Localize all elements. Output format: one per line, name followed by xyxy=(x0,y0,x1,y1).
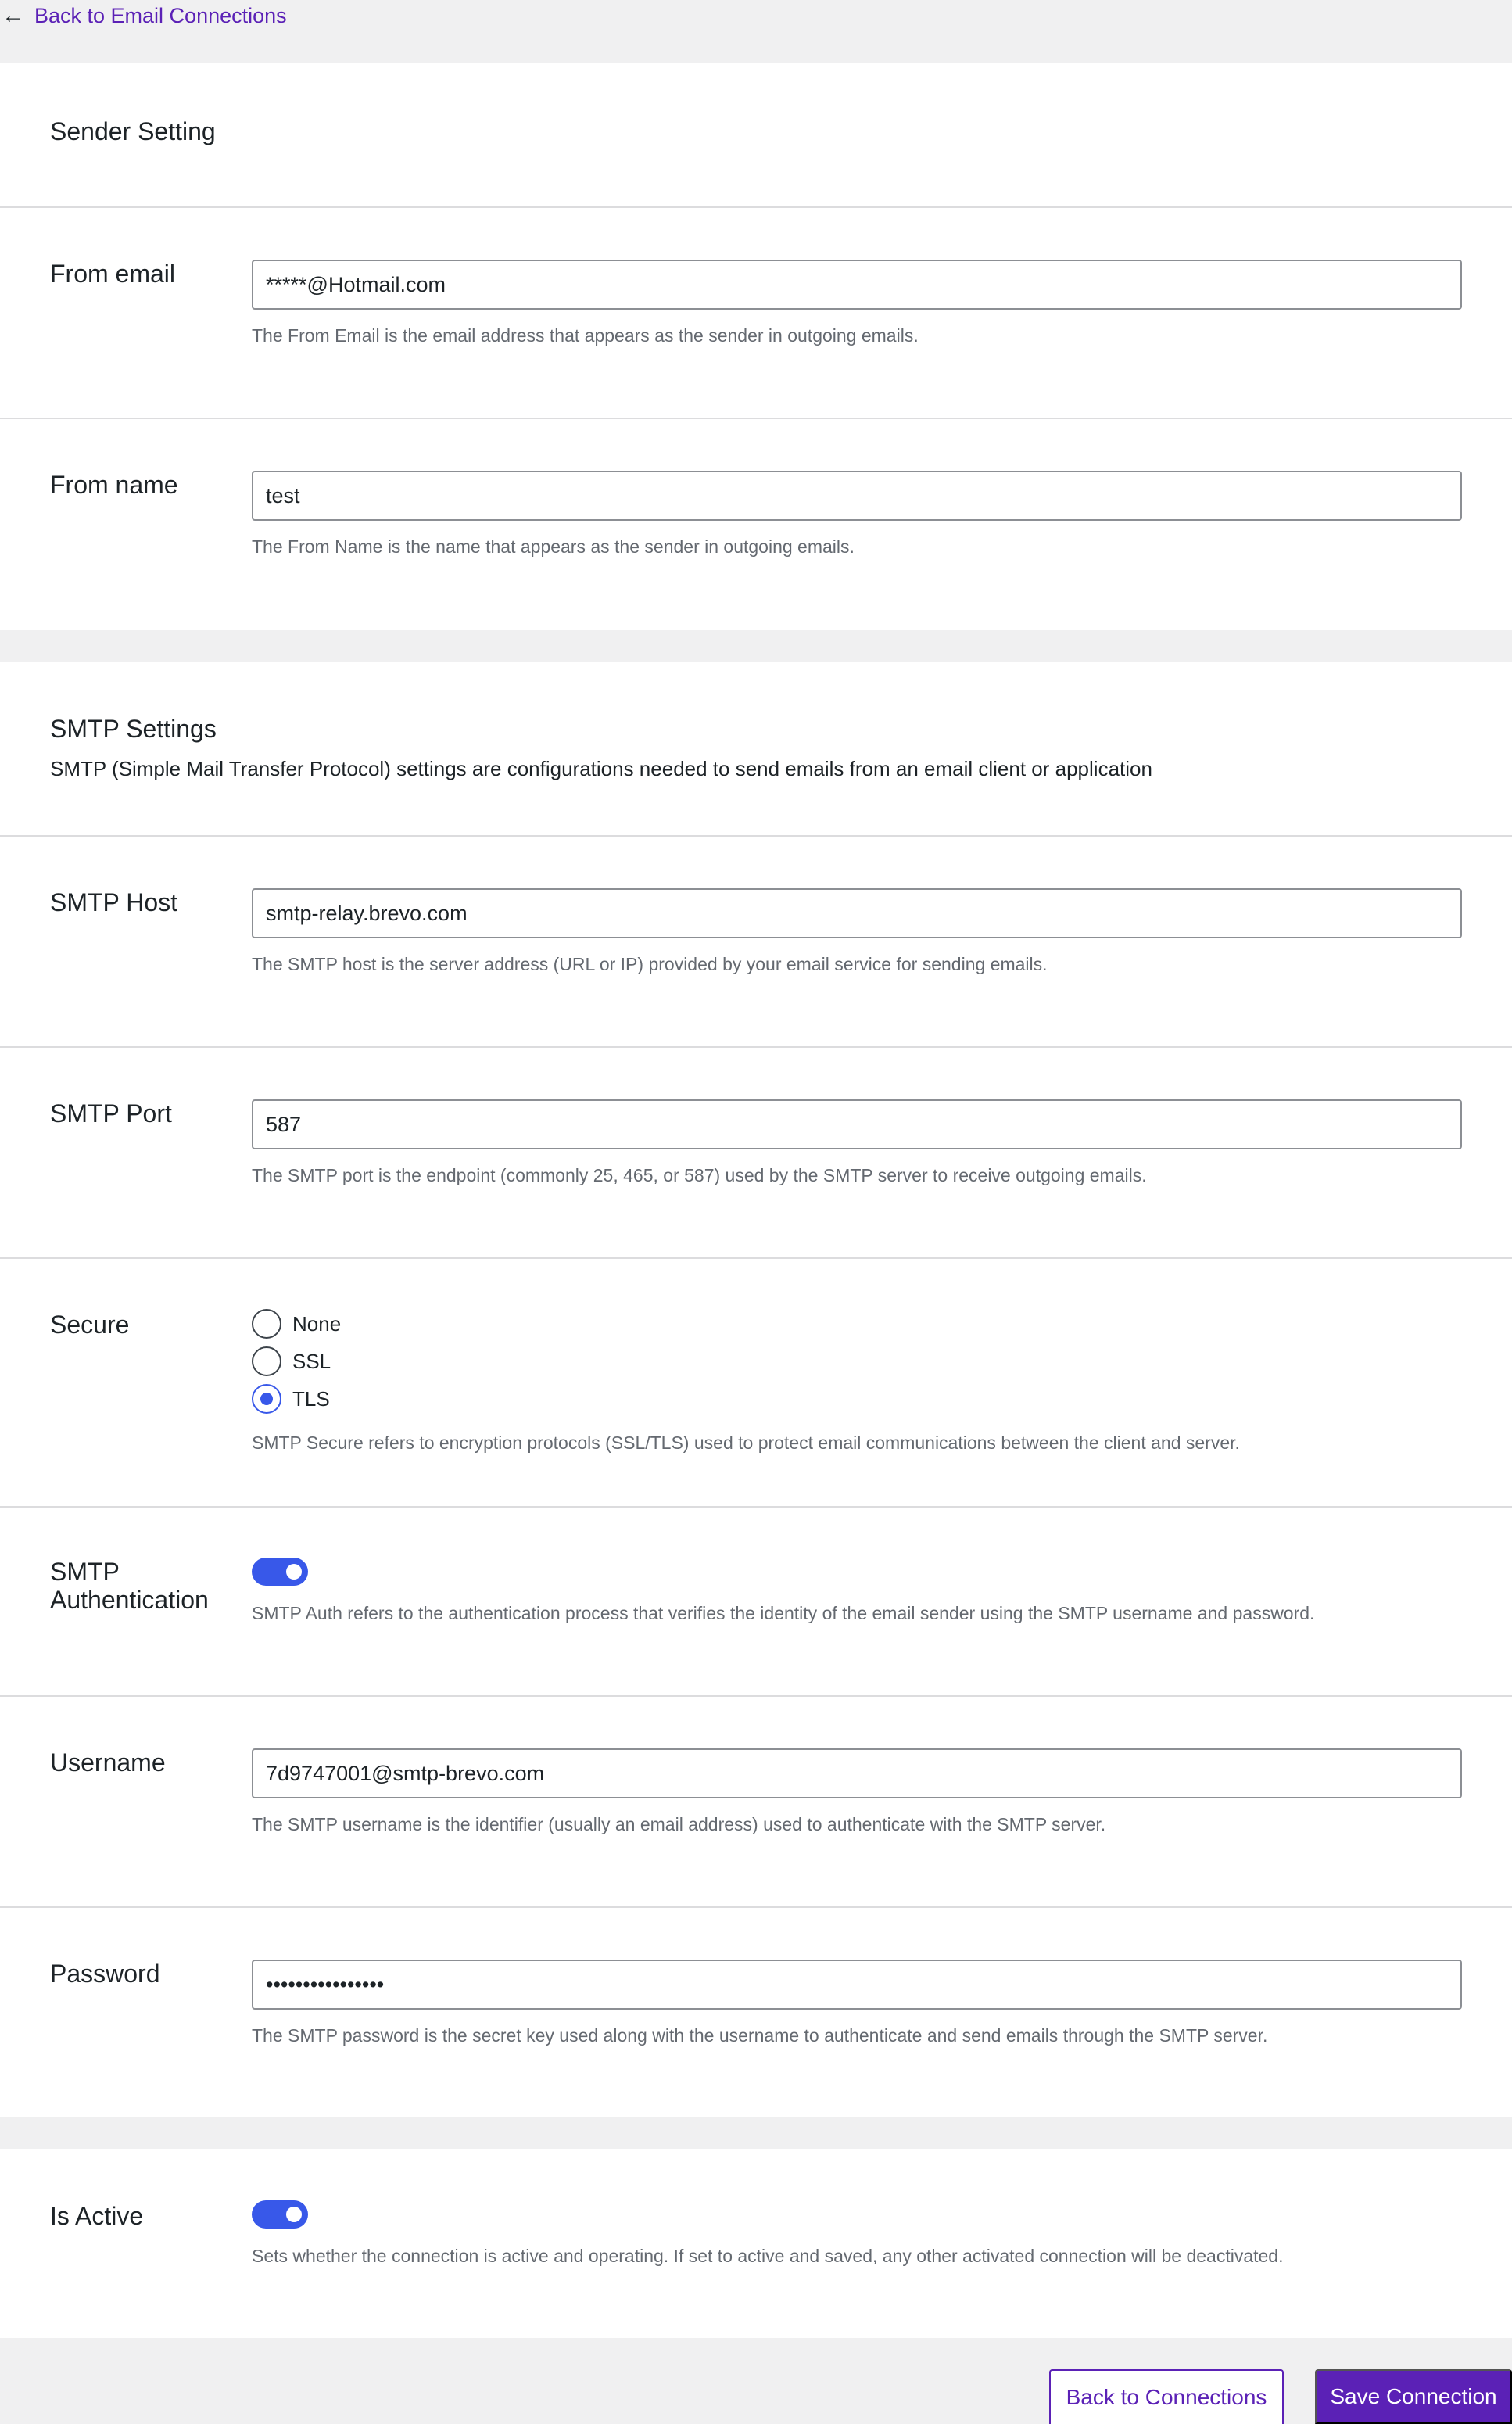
is-active-label: Is Active xyxy=(50,2202,144,2230)
smtp-settings-title: SMTP Settings xyxy=(50,715,217,743)
sender-settings-title: Sender Setting xyxy=(50,117,216,145)
secure-option-ssl[interactable] xyxy=(252,1346,331,1376)
smtp-settings-card xyxy=(0,662,1512,2117)
divider xyxy=(0,1257,1512,1259)
radio-ssl-label: SSL xyxy=(292,1349,331,1373)
divider xyxy=(0,1046,1512,1048)
divider xyxy=(0,1906,1512,1908)
from-email-row xyxy=(0,208,1512,418)
back-link-label: Back to Email Connections xyxy=(34,3,287,27)
smtp-host-label: SMTP Host xyxy=(50,888,177,916)
radio-ssl[interactable] xyxy=(252,1346,281,1376)
secure-option-tls[interactable] xyxy=(252,1384,330,1414)
password-input[interactable] xyxy=(252,1960,1462,2010)
back-to-connections-button[interactable]: Back to Connections xyxy=(1049,2369,1284,2424)
username-help: The SMTP username is the identifier (usually an email address) used to authenticate with the SMTP server. xyxy=(252,1814,1106,1834)
username-input[interactable] xyxy=(252,1748,1462,1798)
sender-settings-card xyxy=(0,63,1512,630)
smtp-settings-description: SMTP (Simple Mail Transfer Protocol) settings are configurations needed to send emails from an email client or application xyxy=(50,757,1152,780)
smtp-auth-toggle[interactable] xyxy=(252,1558,308,1586)
password-help: The SMTP password is the secret key used along with the username to authenticate and send emails through the SMTP server. xyxy=(252,2025,1268,2046)
radio-tls-label: TLS xyxy=(292,1386,330,1411)
save-connection-button[interactable]: Save Connection xyxy=(1315,2369,1512,2424)
smtp-port-label: SMTP Port xyxy=(50,1099,172,1128)
smtp-host-input[interactable] xyxy=(252,888,1462,938)
smtp-auth-label-line1: SMTP xyxy=(50,1558,120,1586)
smtp-auth-help: SMTP Auth refers to the authentication process that verifies the identity of the email sender using the SMTP username and password. xyxy=(252,1603,1315,1623)
arrow-left-icon: ← xyxy=(2,2,25,28)
radio-none[interactable] xyxy=(252,1309,281,1339)
radio-none-label: None xyxy=(292,1311,342,1336)
divider xyxy=(0,418,1512,419)
is-active-help: Sets whether the connection is active and operating. If set to active and saved, any other activated connection will be deactivated. xyxy=(252,2246,1284,2266)
from-email-help: The From Email is the email address that appears as the sender in outgoing emails. xyxy=(252,325,919,346)
from-email-label-text: From email xyxy=(50,260,176,288)
smtp-port-input[interactable] xyxy=(252,1099,1462,1149)
secure-option-none[interactable] xyxy=(252,1309,341,1339)
from-name-help: The From Name is the name that appears as the sender in outgoing emails. xyxy=(252,536,855,557)
from-name-input[interactable] xyxy=(252,471,1462,521)
is-active-toggle[interactable] xyxy=(252,2200,308,2229)
secure-label: Secure xyxy=(50,1311,130,1339)
radio-tls[interactable] xyxy=(252,1384,281,1414)
from-email-input[interactable] xyxy=(252,260,1462,310)
secure-help: SMTP Secure refers to encryption protocols (SSL/TLS) used to protect email communications between the client and server. xyxy=(252,1433,1240,1453)
active-card xyxy=(0,2149,1512,2338)
smtp-host-help: The SMTP host is the server address (URL or IP) provided by your email service for sending emails. xyxy=(252,954,1048,974)
back-to-email-connections-link[interactable] xyxy=(0,0,287,31)
divider xyxy=(0,1506,1512,1508)
from-name-label: From name xyxy=(50,471,178,499)
divider xyxy=(0,835,1512,837)
smtp-port-help: The SMTP port is the endpoint (commonly 25, 465, or 587) used by the SMTP server to receive outgoing emails. xyxy=(252,1165,1147,1185)
username-label: Username xyxy=(50,1748,166,1777)
divider xyxy=(0,1695,1512,1697)
password-label: Password xyxy=(50,1960,160,1988)
smtp-auth-label-line2: Authentication xyxy=(50,1586,209,1614)
smtp-auth-label xyxy=(50,1558,209,1614)
